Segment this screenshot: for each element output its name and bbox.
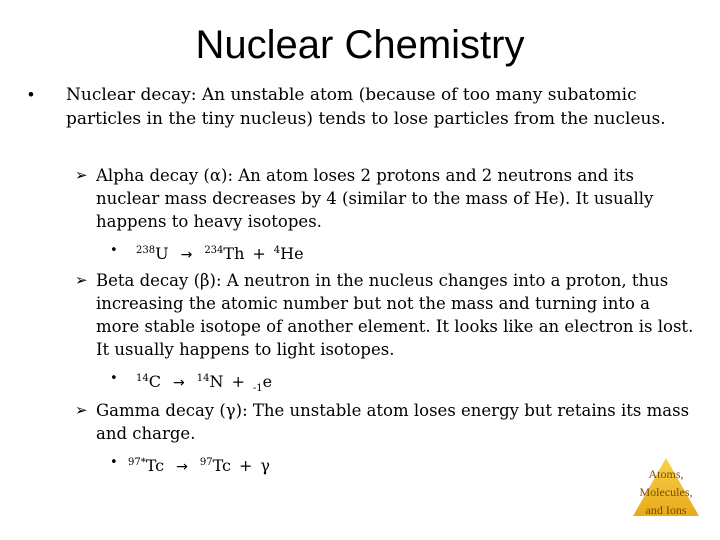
beta-product2-symbol: e (262, 372, 273, 391)
logo-line-1: Atoms, (648, 467, 684, 481)
gamma-product2-symbol: γ (260, 456, 270, 475)
alpha-equation (136, 240, 304, 266)
intro-text: Nuclear decay: An unstable atom (because of too many subatomic particles in the tiny nucleus) tends to lose particles from the nucleus. (66, 85, 666, 129)
beta-reactant-mass: 14 (136, 373, 149, 384)
alpha-reactant-symbol: U (155, 244, 169, 263)
logo-line-2: Molecules, (639, 485, 693, 499)
gamma-decay-text: Gamma decay (γ): The unstable atom loses energy but retains its mass and charge. (96, 401, 690, 443)
alpha-product1-symbol: Th (223, 244, 245, 263)
alpha-product2-symbol: He (280, 244, 304, 263)
gamma-reactant-mass: 97* (128, 457, 146, 468)
alpha-decay-text: Alpha decay (α): An atom loses 2 protons and 2 neutrons and its nuclear mass decreases by 4 (similar to the mass of He). It usually happens to heavy isotopes. (96, 166, 654, 231)
alpha-product2-mass: 4 (273, 245, 281, 256)
bullet-icon: • (110, 371, 118, 386)
arrow-bullet-icon: ➢ (75, 166, 88, 184)
alpha-reactant-mass: 238 (136, 245, 156, 256)
gamma-reactant-symbol: Tc (145, 456, 165, 475)
reaction-arrow-icon: → (176, 459, 188, 475)
reaction-arrow-icon: → (172, 375, 185, 391)
beta-product1-mass: 14 (196, 373, 210, 384)
arrow-bullet-icon: ➢ (75, 401, 88, 419)
gamma-product1-symbol: Tc (212, 456, 231, 475)
logo-label (624, 465, 708, 519)
gamma-product1-mass: 97 (199, 457, 213, 468)
bullet-icon: • (28, 85, 34, 104)
plus-sign: + (231, 372, 245, 391)
arrow-bullet-icon: ➢ (75, 271, 88, 289)
alpha-product1-mass: 234 (204, 245, 224, 256)
beta-product2-charge: -1 (252, 383, 263, 394)
bullet-icon: • (110, 243, 118, 258)
reaction-arrow-icon: → (180, 247, 193, 263)
bullet-icon: • (110, 455, 118, 470)
slide-title: Nuclear Chemistry (195, 23, 525, 67)
beta-reactant-symbol: C (148, 372, 161, 391)
logo-line-3: and Ions (645, 503, 687, 517)
beta-decay-text: Beta decay (β): A neutron in the nucleus changes into a proton, thus increasing the atomic number but not the mass and turning into a more stable isotope of another element. It looks like an electron is lost. It usually happens to light isotopes. (96, 271, 694, 359)
plus-sign: + (252, 244, 266, 263)
gamma-equation (128, 452, 270, 478)
plus-sign: + (238, 456, 253, 475)
beta-equation (136, 368, 272, 400)
beta-product1-symbol: N (209, 372, 224, 391)
